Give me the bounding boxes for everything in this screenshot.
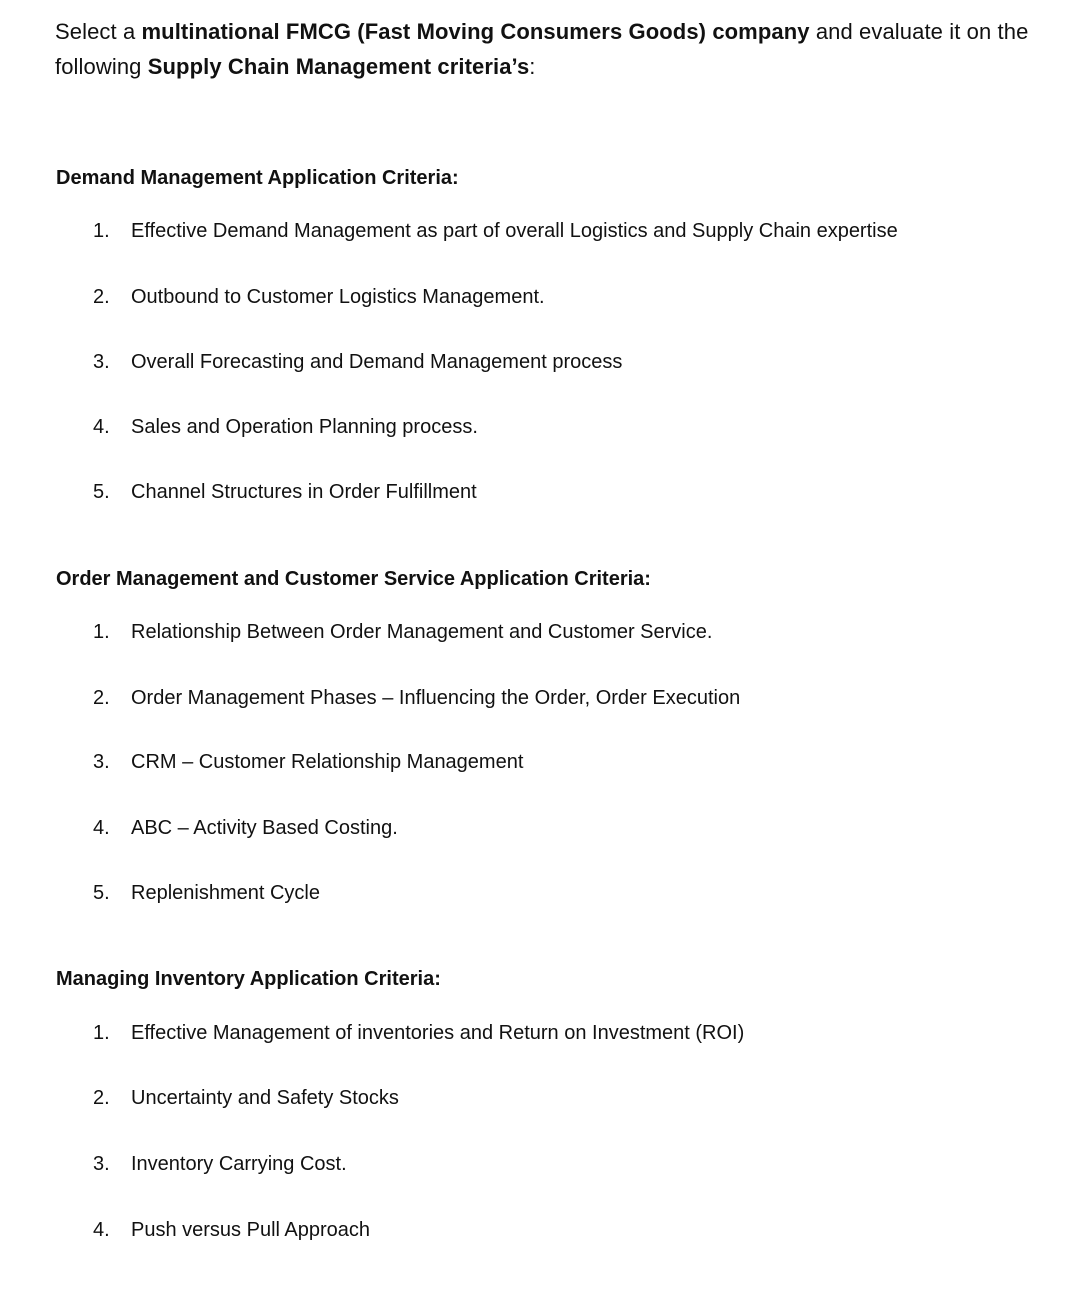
list-number: 5. <box>93 481 110 503</box>
list-item <box>93 349 622 375</box>
list-text: Channel Structures in Order Fulfillment <box>131 481 477 503</box>
list-number: 1. <box>93 220 110 242</box>
list-text: Replenishment Cycle <box>131 882 320 904</box>
list-item <box>93 1020 744 1046</box>
list-item <box>93 880 320 906</box>
list-number: 4. <box>93 416 110 438</box>
section-heading-demand: Demand Management Application Criteria: <box>56 167 459 189</box>
list-item <box>93 414 478 440</box>
list-item <box>93 815 398 841</box>
list-text: Overall Forecasting and Demand Management process <box>131 351 623 373</box>
list-number: 1. <box>93 621 110 643</box>
list-text: Effective Management of inventories and Return on Investment (ROI) <box>131 1022 745 1044</box>
list-text: CRM – Customer Relationship Management <box>131 751 524 773</box>
section-heading-inventory: Managing Inventory Application Criteria: <box>56 968 441 990</box>
list-number: 1. <box>93 1022 110 1044</box>
list-item <box>93 1151 347 1177</box>
list-item <box>93 749 523 775</box>
list-number: 4. <box>93 817 110 839</box>
list-number: 5. <box>93 882 110 904</box>
list-text: Inventory Carrying Cost. <box>131 1153 347 1175</box>
intro-text-3: : <box>529 54 536 79</box>
intro-text-2: and evaluate it on the following <box>55 19 1029 79</box>
list-text: Push versus Pull Approach <box>131 1219 371 1241</box>
list-text: Order Management Phases – Influencing the Order, Order Execution <box>131 687 741 709</box>
intro-criteria-title: Supply Chain Management criteria’s <box>147 54 530 79</box>
list-text: Relationship Between Order Management and Customer Service. <box>131 621 713 643</box>
list-number: 3. <box>93 751 110 773</box>
list-item <box>93 1217 370 1243</box>
list-item <box>93 685 740 711</box>
list-item <box>93 284 545 310</box>
list-number: 3. <box>93 351 110 373</box>
list-number: 2. <box>93 1087 110 1109</box>
list-item <box>93 479 477 505</box>
list-text: Sales and Operation Planning process. <box>131 416 478 438</box>
intro-paragraph <box>55 14 1045 84</box>
list-number: 4. <box>93 1219 110 1241</box>
intro-text-1: Select a <box>55 19 142 44</box>
list-number: 2. <box>93 687 110 709</box>
list-item <box>93 1085 399 1111</box>
list-number: 2. <box>93 286 110 308</box>
list-item <box>93 619 712 645</box>
intro-company-type: multinational FMCG (Fast Moving Consumers Goods) company <box>141 19 810 44</box>
list-text: Effective Demand Management as part of overall Logistics and Supply Chain expertise <box>131 220 898 242</box>
list-text: Outbound to Customer Logistics Management. <box>131 286 545 308</box>
list-number: 3. <box>93 1153 110 1175</box>
section-heading-order: Order Management and Customer Service Application Criteria: <box>56 568 651 590</box>
list-item <box>93 218 898 244</box>
list-text: Uncertainty and Safety Stocks <box>131 1087 399 1109</box>
list-text: ABC – Activity Based Costing. <box>131 817 398 839</box>
